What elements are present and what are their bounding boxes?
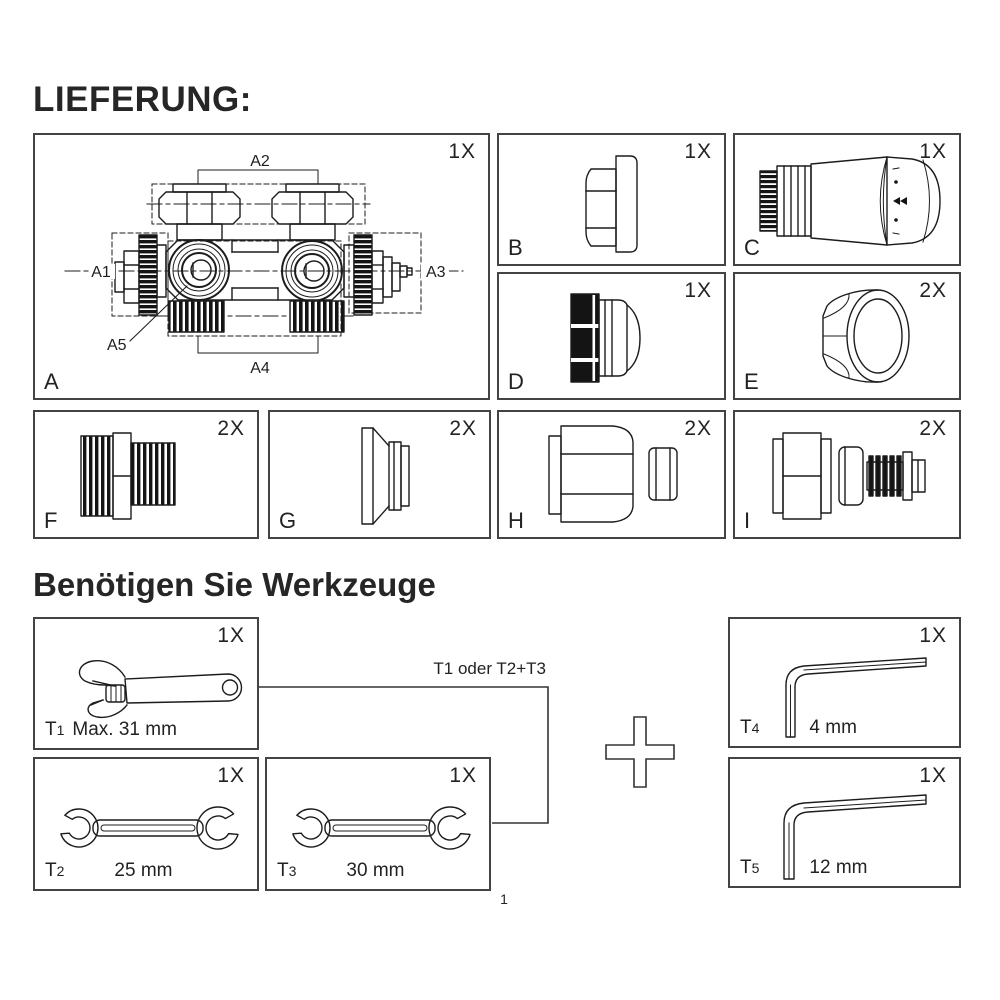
quantity-label: 1X: [919, 140, 947, 163]
tool-id-letter: T: [45, 719, 57, 740]
quantity-label: 1X: [217, 624, 245, 647]
valve-assembly-drawing: [35, 135, 488, 398]
tool-id-number: 1: [56, 722, 65, 738]
part-letter: H: [508, 508, 524, 533]
tool-box-t3: [265, 757, 491, 891]
part-box-e: [733, 272, 961, 400]
part-letter: E: [744, 369, 759, 394]
part-box-g: [268, 410, 491, 539]
part-letter: C: [744, 235, 760, 260]
part-letter: D: [508, 369, 524, 394]
tool-size: 4 mm: [809, 717, 857, 738]
tool-id-number: 4: [751, 720, 760, 736]
part-letter: G: [279, 508, 297, 533]
plus-sign-icon: [604, 715, 676, 789]
dim-label-a5: A5: [107, 337, 127, 354]
page-number: 1: [500, 891, 508, 907]
tool-box-t1: [33, 617, 259, 750]
connector-label: T1 oder T2+T3: [433, 659, 546, 678]
quantity-label: 2X: [684, 417, 712, 440]
tool-box-t5: [728, 757, 961, 888]
quantity-label: 2X: [449, 417, 477, 440]
quantity-label: 1X: [684, 279, 712, 302]
quantity-label: 1X: [919, 624, 947, 647]
tools-section-title: Benötigen Sie Werkzeuge: [33, 566, 436, 603]
tool-id-number: 2: [56, 863, 65, 879]
part-box-f: [33, 410, 259, 539]
dim-label-a4: A4: [250, 360, 270, 377]
tool-label: [277, 860, 404, 882]
quantity-label: 1X: [448, 140, 476, 163]
tool-size: 25 mm: [114, 860, 173, 881]
tool-label: [740, 857, 867, 879]
tool-box-t4: [728, 617, 961, 748]
part-box-d: [497, 272, 726, 400]
part-letter: F: [44, 508, 58, 533]
tool-id-letter: T: [740, 857, 752, 878]
quantity-label: 1X: [449, 764, 477, 787]
tool-box-t2: [33, 757, 259, 891]
dim-label-a2: A2: [250, 153, 270, 170]
dim-label-a3: A3: [426, 264, 446, 281]
tool-id-letter: T: [277, 860, 289, 881]
dim-label-a1: A1: [91, 264, 111, 281]
tool-id-letter: T: [740, 717, 752, 738]
part-box-b: [497, 133, 726, 266]
part-box-c: [733, 133, 961, 266]
tool-size: 12 mm: [809, 857, 868, 878]
tool-label: [45, 719, 177, 741]
tool-size: Max. 31 mm: [72, 719, 177, 740]
quantity-label: 2X: [217, 417, 245, 440]
quantity-label: 1X: [919, 764, 947, 787]
part-letter: I: [744, 508, 751, 533]
part-letter: A: [44, 369, 59, 394]
quantity-label: 1X: [217, 764, 245, 787]
page-title: LIEFERUNG:: [33, 80, 252, 119]
tool-id-number: 3: [288, 863, 297, 879]
tool-label: [740, 717, 857, 739]
tool-id-letter: T: [45, 860, 57, 881]
quantity-label: 1X: [684, 140, 712, 163]
part-box-h: [497, 410, 726, 539]
part-letter: B: [508, 235, 523, 260]
quantity-label: 2X: [919, 279, 947, 302]
tool-label: [45, 860, 172, 882]
quantity-label: 2X: [919, 417, 947, 440]
tool-size: 30 mm: [346, 860, 405, 881]
part-box-i: [733, 410, 961, 539]
part-box-a: [33, 133, 490, 400]
tool-id-number: 5: [751, 860, 760, 876]
